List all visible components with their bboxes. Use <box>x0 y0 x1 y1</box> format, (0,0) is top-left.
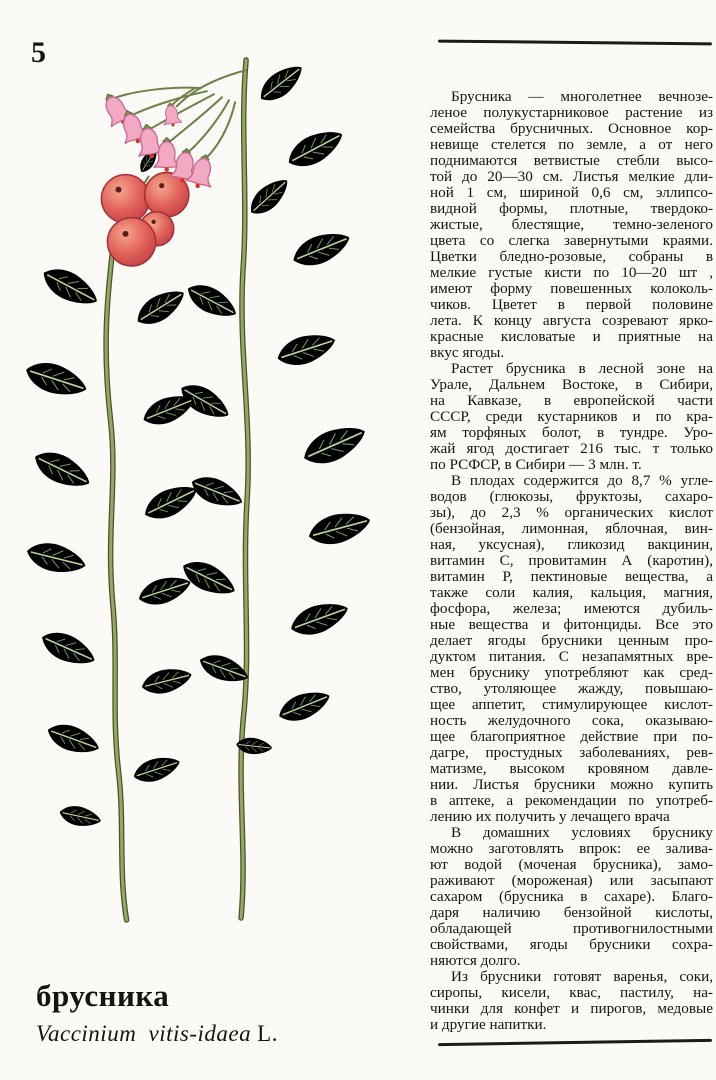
text-line: Цветки бледно-розовые, собраны в <box>430 248 713 265</box>
text-line: ность желудочного сока, оказываю- <box>430 712 713 729</box>
text-line: Брусника — многолетнее вечнозе- <box>451 88 713 105</box>
text-line: красные кисловатые и приятные на <box>430 328 713 345</box>
text-line: ют водой (моченая брусника), замо- <box>430 856 713 873</box>
bottom-rule <box>438 1039 712 1046</box>
page-number: 5 <box>31 36 47 69</box>
text-line: зы), до 2,3 % органических кислот <box>430 504 713 521</box>
text-line: ство, утоляющее жажду, повышаю- <box>430 680 713 697</box>
text-line: СССР, среди кустарников и по кра- <box>430 408 713 425</box>
text-line: щее аппетит, стимулирующее кислот- <box>430 696 713 713</box>
text-line: дуктом питания. С незапамятных вре- <box>430 648 713 665</box>
text-line: нии. Листья брусники можно купить <box>430 776 713 793</box>
latin-author: L. <box>257 1021 278 1046</box>
text-line: цвета со слегка завернутыми краями. <box>430 232 713 249</box>
text-line: сахаром (брусника в сахаре). Благо- <box>430 888 713 905</box>
text-line: леное полукустарниковое растение из <box>430 104 713 121</box>
text-line: обладающей противогнилостными <box>430 920 713 937</box>
text-line: видной формы, плотные, твердоко- <box>430 200 713 217</box>
text-line: сиропы, кисели, квас, пастилу, на- <box>430 984 713 1001</box>
text-line: щее благоприятное действие при по- <box>430 728 713 745</box>
article-text <box>430 89 713 1033</box>
text-line: в аптеке, а рекомендации по употреб- <box>430 792 713 809</box>
text-line: (бензойная, лимонная, яблочная, вин- <box>430 520 713 537</box>
text-line: свойствами, ягоды брусники сохра- <box>430 936 713 953</box>
text-line: Урале, Дальнем Востоке, в Сибири, <box>430 376 713 393</box>
text-line: лению их получить у лечащего врача <box>430 808 670 825</box>
text-line: витамин С, провитамин А (каротин), <box>430 552 713 569</box>
text-line: ные вещества и фитонциды. Все это <box>430 616 713 633</box>
text-line: фосфора, железа; имеются дубиль- <box>430 600 713 617</box>
text-line: витамин Р, пектиновые вещества, а <box>430 568 713 585</box>
text-line: мен бруснику употребляют как сред- <box>430 664 713 681</box>
berries-group <box>101 173 188 266</box>
text-line: жай ягод достигает 216 тыс. т только <box>430 440 713 457</box>
text-line: семейства брусничных. Основное кор- <box>430 120 713 137</box>
text-line: ям торфяных болот, в тундре. Уро- <box>430 424 713 441</box>
text-line: водов (глюкозы, фруктозы, сахаро- <box>430 488 713 505</box>
plant-illustration <box>18 48 440 932</box>
text-line: ная, уксусная), гликозид вакцинин, <box>430 536 713 553</box>
title-block <box>36 979 416 1047</box>
text-line: той до 20—30 см. Листья мелкие дли- <box>430 168 713 185</box>
russian-title: брусника <box>36 978 170 1013</box>
text-line: жистые, блестящие, темно-зеленого <box>430 216 713 233</box>
text-line: невище стелется по земле, а от него <box>430 136 713 153</box>
text-line: можно заготовлять впрок: ее залива- <box>430 840 713 857</box>
text-line: чиков. Цветет в первой половине <box>430 296 713 313</box>
text-line: няются долго. <box>430 952 521 969</box>
text-line: по РСФСР, в Сибири — 3 млн. т. <box>430 456 642 473</box>
text-line: на Кавказе, в европейской части <box>430 392 713 409</box>
text-line: В домашних условиях бруснику <box>451 824 713 841</box>
text-line: Растет брусника в лесной зоне на <box>451 360 713 377</box>
top-rule <box>438 40 712 46</box>
text-line: даря наличию бензойной кислоты, <box>430 904 713 921</box>
text-line: лета. К концу августа созревают ярко- <box>430 312 713 329</box>
text-line: мелкие густые кисти по 10—20 шт , <box>430 264 713 281</box>
text-line: чинки для конфет и пирогов, медовые <box>430 1000 713 1017</box>
text-line: имеют форму повешенных колоколь- <box>430 280 713 297</box>
text-line: В плодах содержится до 8,7 % угле- <box>451 472 713 489</box>
text-line: дагре, простудных заболеваниях, рев- <box>430 744 713 761</box>
latin-title <box>36 1021 416 1047</box>
latin-name: Vaccinium vitis-idaea <box>36 1021 252 1046</box>
text-line: и другие напитки. <box>430 1016 547 1033</box>
text-line: раживают (мороженая) или засыпают <box>430 872 713 889</box>
text-line: ной 1 см, шириной 0,6 см, эллипсо- <box>430 184 713 201</box>
text-line: Из брусники готовят варенья, соки, <box>451 968 713 985</box>
text-line: вкус ягоды. <box>430 344 505 361</box>
text-line: матизме, высоком кровяном давле- <box>430 760 713 777</box>
text-line: поднимаются ветвистые стебли высо- <box>430 152 713 169</box>
text-line: также соли калия, кальция, магния, <box>430 584 713 601</box>
text-line: делает ягоды брусники ценным про- <box>430 632 713 649</box>
